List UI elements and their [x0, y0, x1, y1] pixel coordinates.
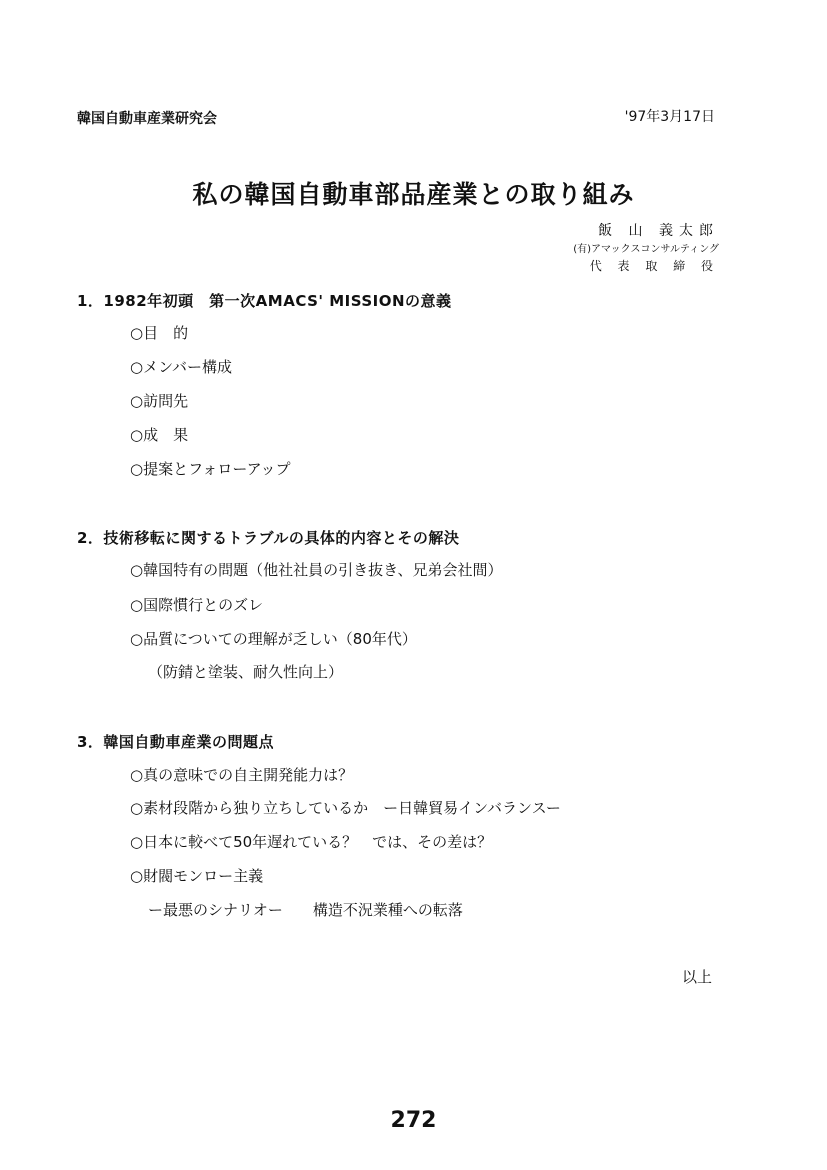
section-3-heading: 3．韓国自動車産業の問題点: [77, 733, 274, 751]
section-2-item: ○韓国特有の問題（他社社員の引き抜き、兄弟会社間）: [130, 561, 503, 579]
organization-name: 韓国自動車産業研究会: [77, 111, 217, 127]
section-3-item: ○真の意味での自主開発能力は？: [130, 766, 354, 784]
section-3-subnote: ー最悪のシナリオー 構造不況業種への転落: [148, 901, 463, 919]
section-1-item: ○成 果: [130, 426, 189, 444]
section-1-item: ○メンバー構成: [130, 358, 233, 376]
section-3-item: ○財閥モンロー主義: [130, 867, 264, 885]
author-company: (有)アマックスコンサルティング: [573, 244, 719, 255]
author-name: 飯 山 義太郎: [598, 223, 719, 239]
section-3-item: ○日本に較べて50年遅れている？ では、その差は？: [130, 833, 493, 851]
section-2-subnote: （防錆と塗装、耐久性向上）: [148, 663, 344, 681]
section-2-heading: 2．技術移転に関するトラブルの具体的内容とその解決: [77, 529, 460, 547]
section-1-item: ○提案とフォローアップ: [130, 460, 291, 478]
section-2-item: ○国際慣行とのズレ: [130, 596, 264, 614]
section-2-item: ○品質についての理解が乏しい（80年代）: [130, 630, 417, 648]
document-title: 私の韓国自動車部品産業との取り組み: [192, 180, 635, 209]
closing-mark: 以上: [681, 968, 712, 986]
section-1-heading: 1．1982年初頭 第一次AMACS' MISSIONの意義: [77, 292, 452, 310]
page-number: 272: [390, 1108, 437, 1133]
document-date: '97年3月17日: [624, 109, 715, 125]
author-position: 代 表 取 締 役: [589, 259, 719, 273]
section-1-item: ○目 的: [130, 324, 189, 342]
section-3-item: ○素材段階から独り立ちしているか ー日韓貿易インバランスー: [130, 799, 561, 817]
section-1-item: ○訪問先: [130, 392, 189, 410]
